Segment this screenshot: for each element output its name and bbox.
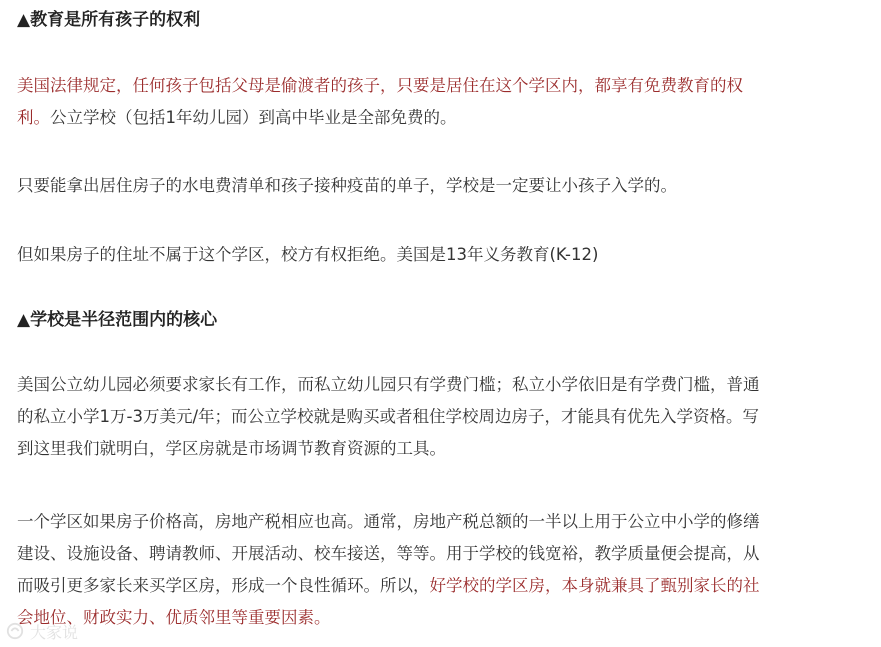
paragraph-district	[17, 239, 869, 271]
paragraph-property-tax-line-1: 一个学区如果房子价格高，房地产税相应也高。通常，房地产税总额的一半以上用于公立中小学的修缮	[17, 512, 760, 531]
paragraph-enrollment-line: 只要能拿出居住房子的水电费清单和孩子接种疫苗的单子，学校是一定要让小孩子入学的。	[17, 176, 677, 195]
paragraph-property-tax-line-4: 会地位、财政实力、优质邻里等重要因素。	[17, 608, 331, 627]
paragraph-kindergarten-line-1: 美国公立幼儿园必须要求家长有工作，而私立幼儿园只有学费门槛；私立小学依旧是有学费门槛，普通	[17, 375, 760, 394]
paragraph-property-tax-line-3-plain: 而吸引更多家长来买学区房，形成一个良性循环。所以，	[17, 576, 430, 595]
paragraph-law	[17, 70, 869, 134]
paragraph-district-line: 但如果房子的住址不属于这个学区，校方有权拒绝。美国是13年义务教育(K-12)	[17, 245, 599, 264]
paragraph-law-line-2-red: 利。	[17, 108, 50, 127]
paragraph-property-tax-line-2: 建设、设施设备、聘请教师、开展活动、校车接送，等等。用于学校的钱宽裕，教学质量便会提高，从	[17, 544, 760, 563]
paragraph-property-tax-line-3	[17, 570, 869, 602]
paragraph-law-line-2-rest: 公立学校（包括1年幼儿园）到高中毕业是全部免费的。	[50, 108, 457, 127]
paragraph-property-tax	[17, 506, 869, 634]
watermark	[6, 618, 136, 644]
paragraph-property-tax-line-3-red: 好学校的学区房，本身就兼具了甄别家长的社	[429, 576, 760, 595]
paragraph-kindergarten-line-2: 的私立小学1万-3万美元/年；而公立学校就是购买或者租住学校周边房子，才能具有优先入学资格。写	[17, 407, 760, 426]
paragraph-law-line-2	[17, 102, 869, 134]
logo-swirl-icon	[6, 622, 24, 640]
paragraph-kindergarten-line-3: 到这里我们就明白，学区房就是市场调节教育资源的工具。	[17, 439, 446, 458]
paragraph-enrollment	[17, 170, 869, 202]
section-heading-education-rights: ▲教育是所有孩子的权利	[17, 10, 201, 30]
section-heading-school-core: ▲学校是半径范围内的核心	[17, 310, 218, 330]
paragraph-law-line-1: 美国法律规定，任何孩子包括父母是偷渡者的孩子，只要是居住在这个学区内，都享有免费教育的权	[17, 76, 743, 95]
watermark-text: 大家说	[30, 622, 79, 642]
paragraph-kindergarten	[17, 369, 869, 465]
